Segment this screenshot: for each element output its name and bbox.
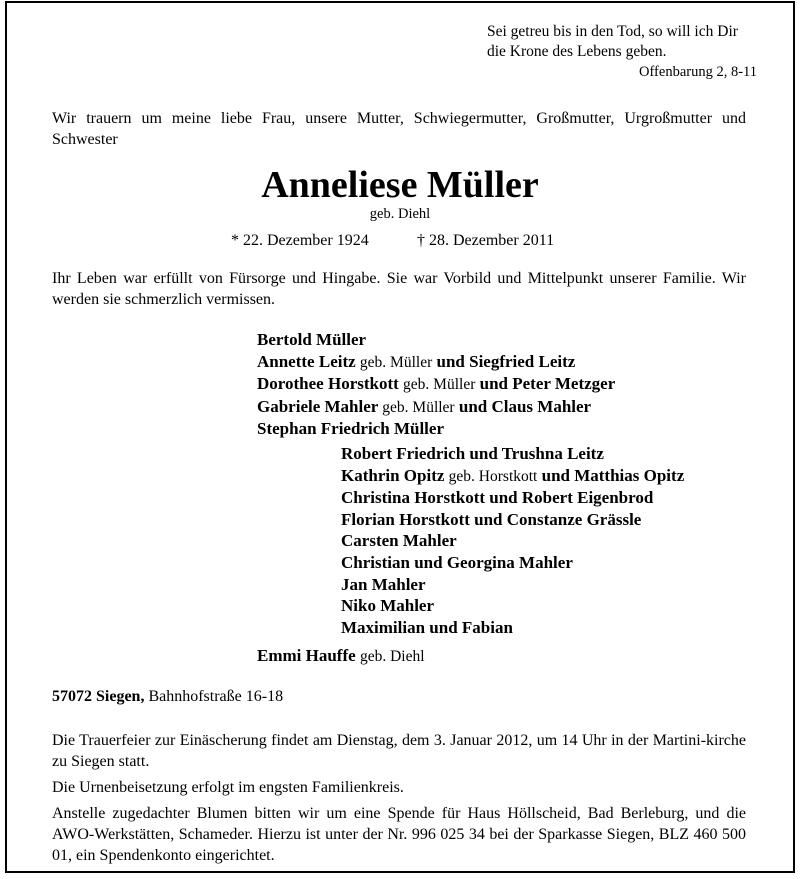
address: [52, 686, 283, 707]
grandchildren-list: [341, 443, 684, 638]
mourner-row: [341, 509, 684, 531]
mourner-name: Maximilian und Fabian: [341, 617, 513, 637]
mourner-partner: und Siegfried Leitz: [436, 351, 576, 371]
mourner-row: [257, 373, 615, 396]
mourner-name: Annette Leitz: [257, 351, 356, 371]
mourner-row: [341, 617, 684, 639]
deceased-maiden-name: geb. Diehl: [369, 206, 431, 222]
notice-paragraph: Die Urnenbeisetzung erfolgt im engsten Familienkreis.: [52, 779, 404, 796]
mourner-name: Dorothee Horstkott: [257, 374, 399, 394]
intro-text: Wir trauern um meine liebe Frau, unsere Mutter, Schwiegermutter, Großmutter, Urgroßmutter und Schwester: [52, 110, 746, 148]
mourner-row: [341, 487, 684, 509]
mourner-partner: und Peter Metzger: [479, 374, 616, 394]
funeral-notices: [52, 730, 746, 871]
bible-verse: [487, 22, 777, 82]
verse-line-2: die Krone des Lebens geben.: [487, 43, 667, 60]
mourner-name: Carsten Mahler: [341, 531, 457, 551]
mourner-row: [257, 418, 615, 440]
notice-paragraph: Anstelle zugedachter Blumen bitten wir um eine Spende für Haus Höllscheid, Bad Berleburg, und die AWO-Werkstätten, Schameder. Hierzu ist unter der Nr. 996 025 34 bei der Sparkasse Siegen, BLZ 460 500 01, ein Spendenkonto eingerichtet.: [52, 805, 746, 864]
mourner-row: [257, 645, 425, 668]
children-list: [257, 329, 615, 440]
address-city: 57072 Siegen,: [52, 688, 145, 705]
notice-paragraph: Die Trauerfeier zur Einäscherung findet am Dienstag, dem 3. Januar 2012, um 14 Uhr in der Martini-kirche zu Siegen statt.: [52, 732, 746, 770]
address-street: Bahnhofstraße 16-18: [148, 688, 284, 705]
mourner-maiden: geb. Müller: [359, 353, 433, 371]
sibling-entry: [257, 645, 425, 668]
mourner-maiden: geb. Diehl: [359, 648, 425, 665]
verse-reference: Offenbarung 2, 8-11: [639, 64, 757, 80]
mourner-name: Robert Friedrich und Trushna Leitz: [341, 444, 604, 463]
birth-date: * 22. Dezember 1924: [231, 232, 369, 249]
verse-line-1: Sei getreu bis in den Tod, so will ich Dir: [487, 23, 738, 40]
mourner-row: [257, 351, 615, 374]
mourner-name: Florian Horstkott und Constanze Grässle: [341, 509, 642, 529]
mourner-name: Niko Mahler: [341, 596, 435, 616]
mourner-row: [341, 574, 684, 596]
mourner-row: [257, 396, 615, 419]
mourner-name: Christina Horstkott und Robert Eigenbrod: [341, 488, 654, 508]
mourner-maiden: geb. Müller: [403, 376, 476, 394]
mourner-maiden: geb. Müller: [382, 398, 455, 416]
mourner-name: Stephan Friedrich Müller: [257, 419, 444, 439]
mourner-name: Jan Mahler: [341, 574, 426, 594]
mourner-row: [257, 329, 615, 351]
mourner-name: Emmi Hauffe: [257, 646, 356, 665]
mourner-name: Christian und Georgina Mahler: [341, 552, 573, 572]
mourner-maiden: geb. Horstkott: [448, 467, 538, 485]
mourner-name: Kathrin Opitz: [341, 465, 445, 485]
mourner-row: [341, 530, 684, 552]
deceased-name: Anneliese Müller: [261, 164, 539, 206]
mourner-row: [341, 595, 684, 617]
mourner-name: Bertold Müller: [257, 330, 367, 349]
mourner-row: [341, 552, 684, 574]
mourner-partner: und Matthias Opitz: [541, 465, 685, 485]
mourner-name: Gabriele Mahler: [257, 396, 379, 416]
death-date: † 28. Dezember 2011: [417, 232, 555, 249]
mourner-partner: und Claus Mahler: [458, 396, 592, 416]
life-text: Ihr Leben war erfüllt von Fürsorge und Hingabe. Sie war Vorbild und Mittelpunkt unserer Familie. Wir werden sie schmerzlich vermissen.: [52, 270, 746, 308]
mourner-row: [341, 465, 684, 488]
mourner-row: [341, 443, 684, 465]
obituary-notice: [5, 1, 795, 873]
